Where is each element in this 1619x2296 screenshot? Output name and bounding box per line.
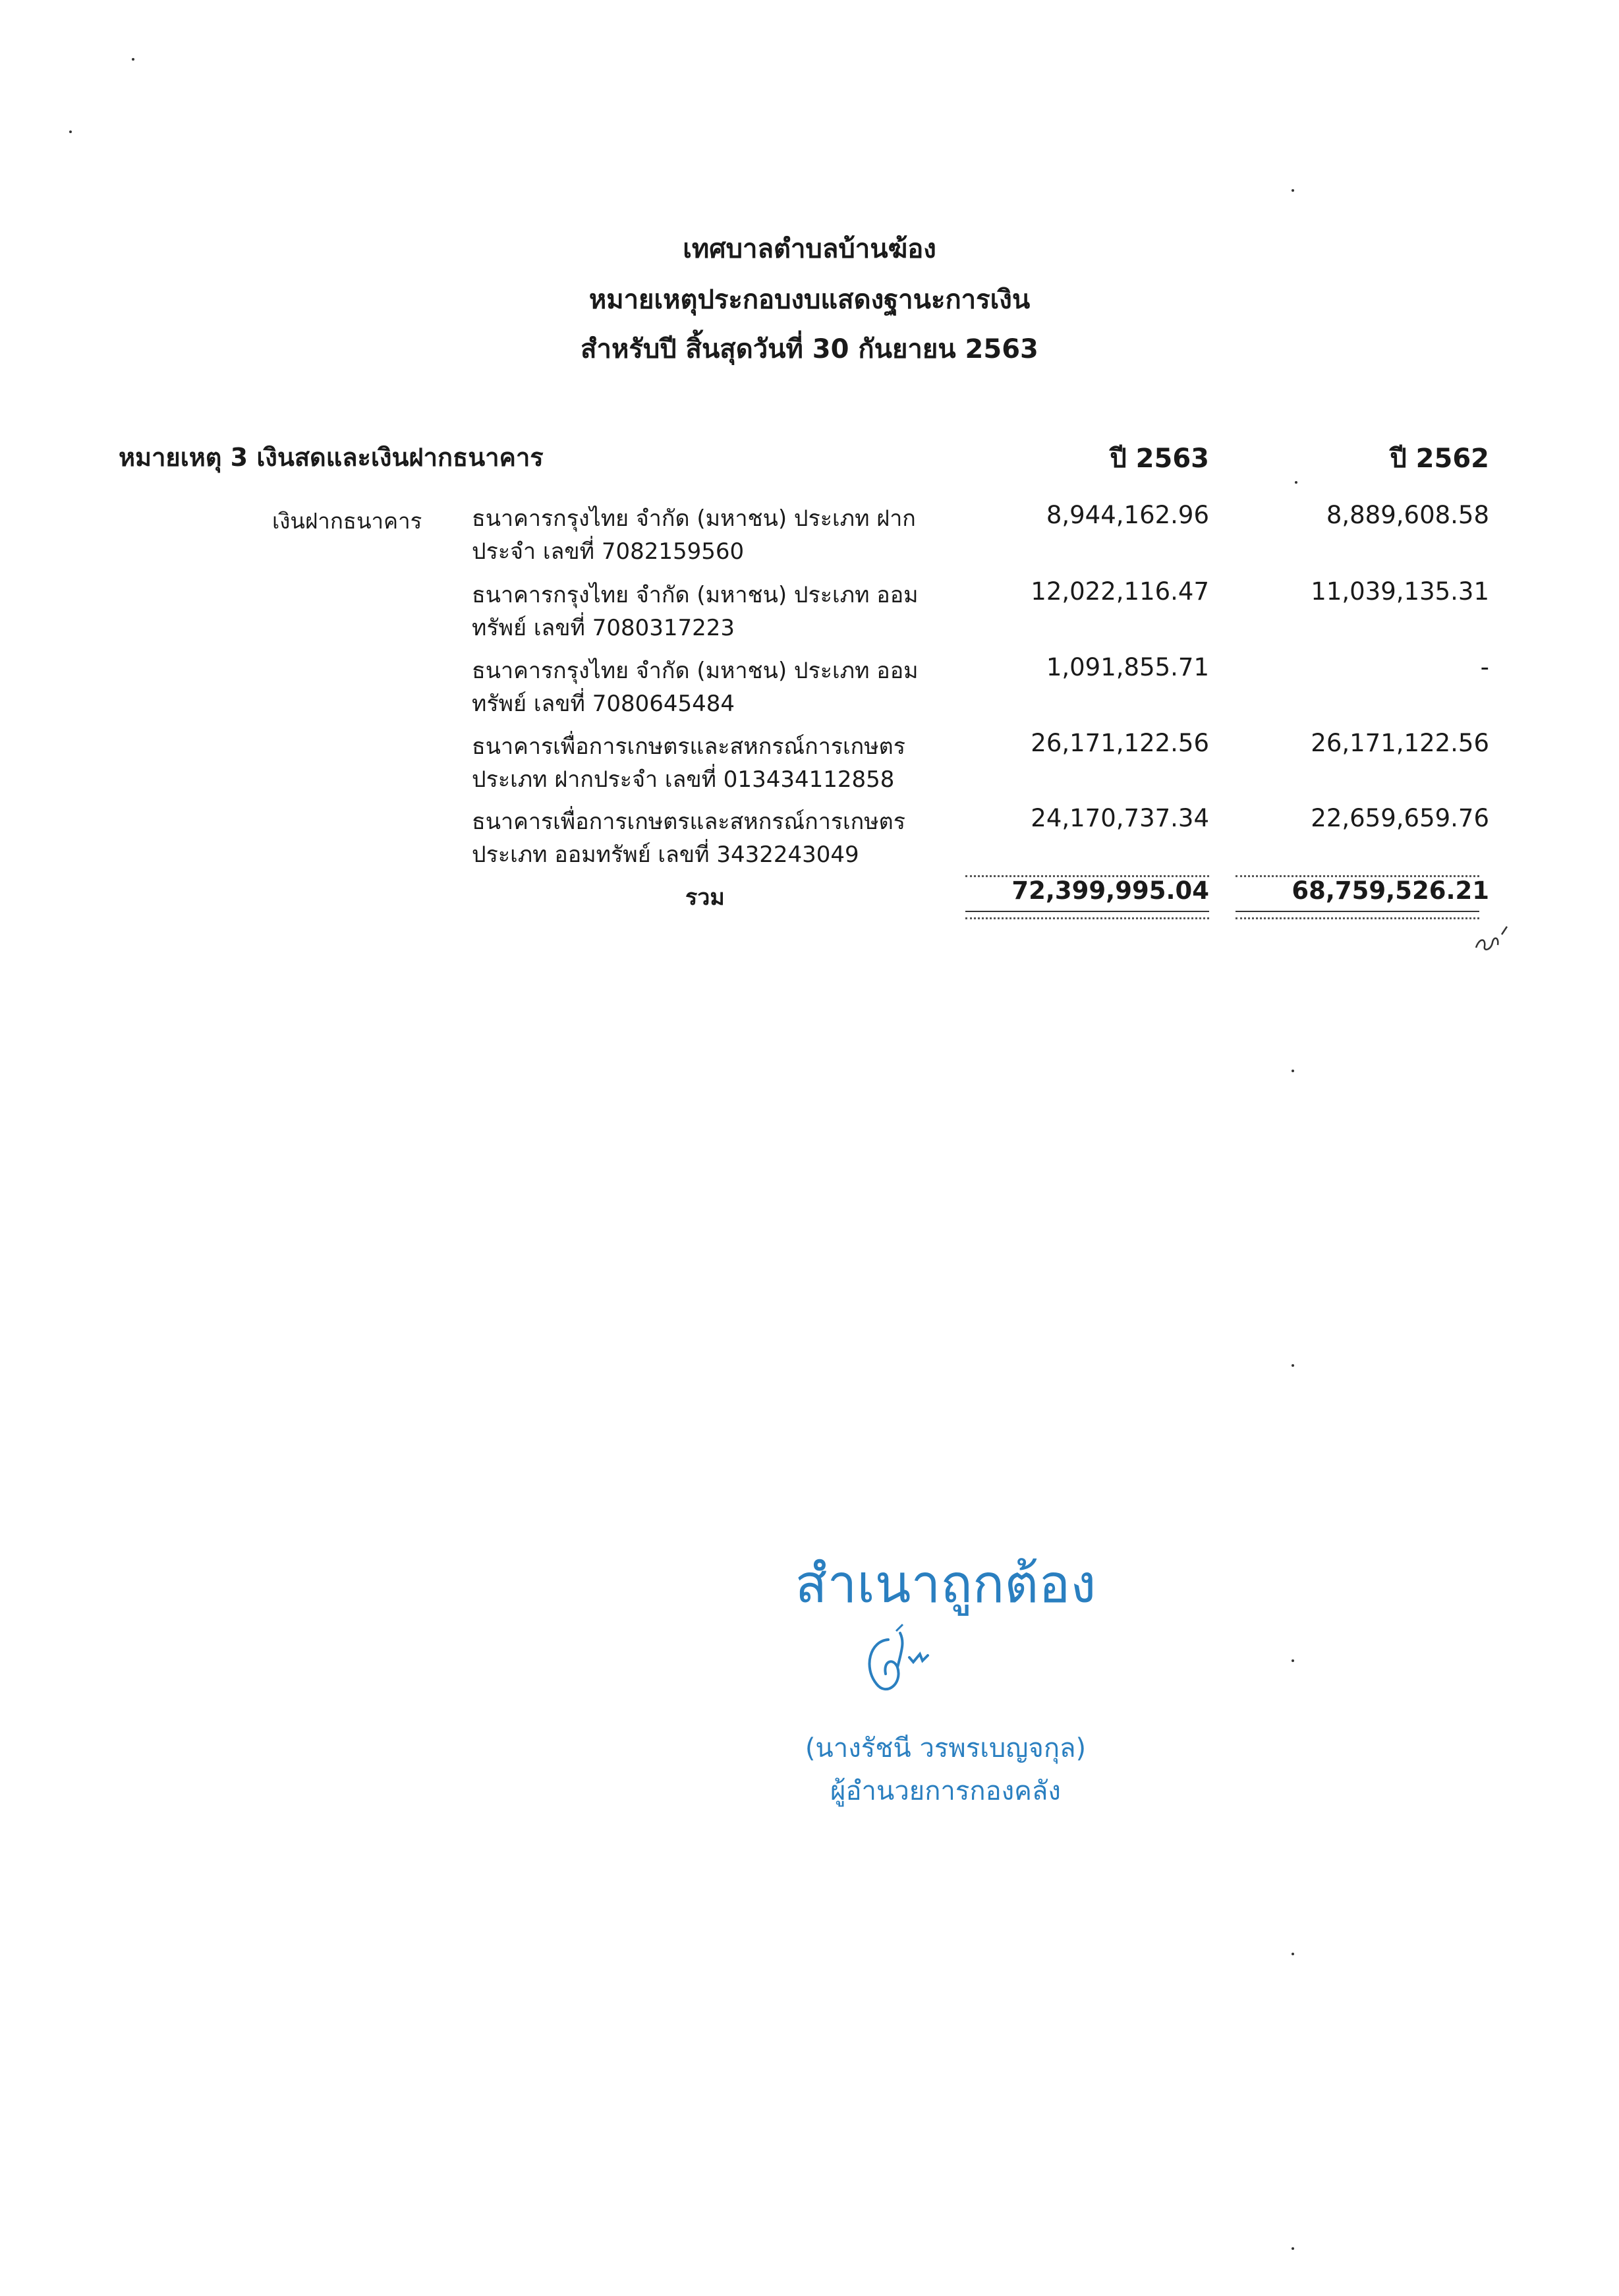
- table-row-description: [472, 730, 946, 796]
- row-amount-2563: 26,171,122.56: [1031, 729, 1209, 757]
- row-desc-line: ประจำ เลขที่ 7082159560: [472, 538, 745, 565]
- row-desc-line: ทรัพย์ เลขที่ 7080317223: [472, 615, 735, 641]
- total-label: รวม: [685, 884, 725, 911]
- scan-speck: [132, 58, 134, 61]
- total-amount-2562: 68,759,526.21: [1292, 876, 1489, 905]
- period-line: สำหรับปี สิ้นสุดวันที่ 30 กันยายน 2563: [581, 334, 1038, 364]
- table-row-description: [472, 805, 946, 871]
- row-amount-2563: 8,944,162.96: [1046, 501, 1209, 529]
- total-double-rule-2562: [1236, 911, 1479, 912]
- row-amount-2562: 8,889,608.58: [1326, 501, 1489, 529]
- table-row-description: [472, 502, 946, 568]
- row-desc-line: ธนาคารกรุงไทย จำกัด (มหาชน) ประเภท ออม: [472, 658, 919, 684]
- note-title: หมายเหตุ 3 เงินสดและเงินฝากธนาคาร: [119, 443, 544, 472]
- table-row-description: [472, 579, 946, 645]
- initials-mark: [1473, 921, 1512, 954]
- certified-copy-stamp: สำเนาถูกต้อง: [795, 1553, 1096, 1615]
- scan-speck: [1292, 1364, 1294, 1367]
- total-double-rule-2563: [965, 911, 1209, 912]
- document-title: หมายเหตุประกอบงบแสดงฐานะการเงิน: [588, 285, 1031, 315]
- scan-speck: [1292, 1953, 1294, 1955]
- table-row-description: [472, 654, 946, 720]
- org-name: เทศบาลตำบลบ้านฆ้อง: [683, 234, 936, 264]
- row-desc-line: ประเภท ออมทรัพย์ เลขที่ 3432243049: [472, 842, 859, 868]
- row-amount-2563: 1,091,855.71: [1046, 653, 1209, 681]
- row-amount-2562: -: [1480, 653, 1489, 681]
- scan-speck: [1295, 481, 1297, 484]
- signature: [857, 1621, 942, 1707]
- category-label: เงินฝากธนาคาร: [272, 508, 422, 534]
- signer-position: ผู้อำนวยการกองคลัง: [830, 1776, 1061, 1806]
- row-amount-2563: 12,022,116.47: [1031, 577, 1209, 606]
- row-desc-line: ประเภท ฝากประจำ เลขที่ 013434112858: [472, 766, 895, 793]
- total-double-rule-2562-b: [1236, 917, 1479, 919]
- row-amount-2562: 22,659,659.76: [1311, 804, 1489, 832]
- column-header-2562: ปี 2562: [1390, 444, 1489, 474]
- scan-speck: [1292, 1070, 1294, 1072]
- scan-speck: [1292, 2247, 1294, 2250]
- total-amount-2563: 72,399,995.04: [1011, 876, 1209, 905]
- row-desc-line: ทรัพย์ เลขที่ 7080645484: [472, 691, 735, 717]
- row-desc-line: ธนาคารกรุงไทย จำกัด (มหาชน) ประเภท ออม: [472, 582, 919, 608]
- row-desc-line: ธนาคารเพื่อการเกษตรและสหกรณ์การเกษตร: [472, 809, 906, 835]
- signer-name: (นางรัชนี วรพรเบญจกุล): [805, 1733, 1087, 1764]
- row-amount-2562: 26,171,122.56: [1311, 729, 1489, 757]
- row-amount-2563: 24,170,737.34: [1031, 804, 1209, 832]
- scan-speck: [69, 130, 72, 133]
- scan-speck: [1292, 1659, 1294, 1662]
- row-desc-line: ธนาคารเพื่อการเกษตรและสหกรณ์การเกษตร: [472, 733, 906, 760]
- total-double-rule-2563-b: [965, 917, 1209, 919]
- row-desc-line: ธนาคารกรุงไทย จำกัด (มหาชน) ประเภท ฝาก: [472, 505, 916, 532]
- scan-speck: [1292, 189, 1294, 192]
- column-header-2563: ปี 2563: [1110, 444, 1209, 474]
- row-amount-2562: 11,039,135.31: [1311, 577, 1489, 606]
